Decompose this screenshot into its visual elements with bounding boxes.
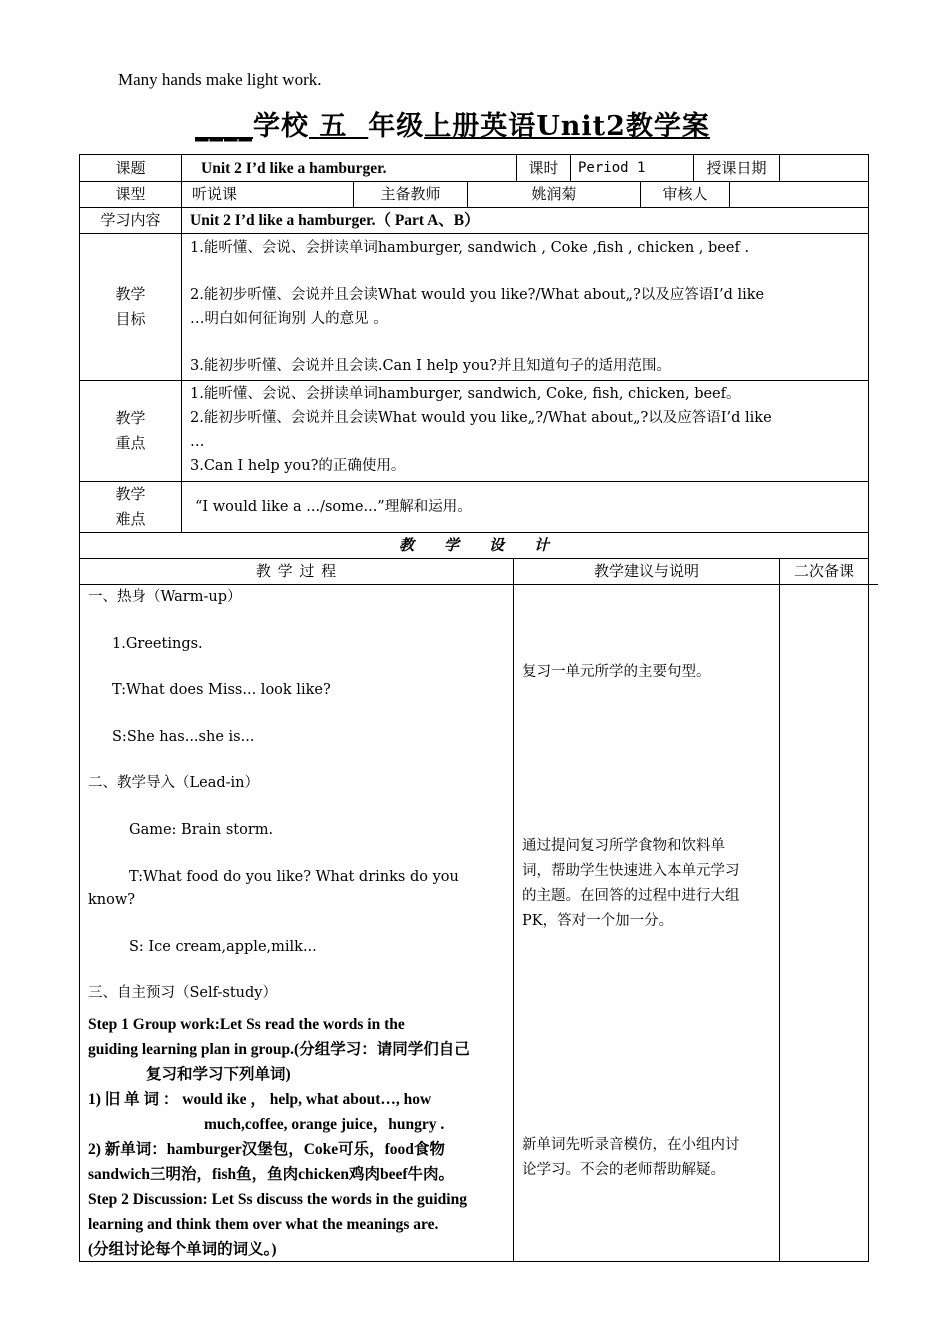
col-notes: 教学建议与说明 (593, 562, 699, 580)
leadin-line-2a: T:What food do you like? What drinks do you (129, 868, 459, 885)
note-3 (522, 1133, 774, 1183)
section-selfstudy-title: 三、自主预习（Self-study） (88, 985, 277, 1002)
key-points-label-2: 重点 (115, 434, 146, 452)
old-words-line-b: much,coffee, orange juice，hungry . (204, 1116, 445, 1133)
step1-line-b: guiding learning plan in group.(分组学习：请同学们自己 (88, 1041, 470, 1058)
content-label: 学习内容 (100, 211, 161, 229)
note-2-line-d: PK，答对一个加一分。 (522, 913, 674, 929)
note-2 (522, 834, 774, 934)
title-grade-label: 年级 (368, 111, 425, 142)
note-3-line-a: 新单词先听录音模仿，在小组内讨 (522, 1137, 740, 1153)
goals-label-1: 教学 (115, 285, 146, 303)
key-point-3: 3.Can I help you?的正确使用。 (190, 458, 406, 474)
note-2-line-c: 的主题。在回答的过程中进行大组 (522, 888, 740, 904)
difficulty-label-1: 教学 (115, 485, 146, 503)
warmup-line-2: T:What does Miss... look like? (112, 682, 331, 699)
key-points-label-1: 教学 (115, 409, 146, 427)
difficulty-label (80, 482, 181, 532)
step2-line-c: (分组讨论每个单词的词义。) (88, 1241, 277, 1258)
section-leadin-title: 二、教学导入（Lead-in） (88, 775, 260, 792)
goals-list (190, 236, 862, 378)
key-point-2b: … (190, 434, 205, 450)
col-process: 教 学 过 程 (255, 562, 338, 580)
new-words-line-a: 2) 新单词：hamburger汉堡包，Coke可乐，food食物 (88, 1141, 445, 1158)
motto: Many hands make light work. (118, 70, 322, 89)
type-label: 课型 (115, 185, 146, 203)
old-words-line-a: 1) 旧 单 词 ： would ike ， help, what about…, how (88, 1091, 432, 1108)
warmup-line-1: 1.Greetings. (112, 635, 203, 652)
title-grade-value: 五 (319, 111, 348, 142)
teacher-label: 主备教师 (380, 185, 441, 203)
title-rest: 上册英语Unit2教学案 (424, 111, 710, 142)
key-points-label (80, 406, 181, 456)
step2-line-a: Step 2 Discussion: Let Ss discuss the words in the guiding (88, 1191, 467, 1208)
note-2-line-b: 词，帮助学生快速进入本单元学习 (522, 863, 740, 879)
step2-line-b: learning and think them over what the meanings are. (88, 1216, 439, 1233)
note-2-line-a: 通过提问复习所学食物和饮料单 (522, 838, 725, 854)
key-point-1: 1.能听懂、会说、会拼读单词hamburger, sandwich, Coke, fish, chicken, beef。 (190, 386, 741, 402)
title-school: 学校 (253, 111, 309, 142)
period-label: 课时 (528, 159, 559, 177)
difficulty-text: “I would like a .../some...”理解和运用。 (195, 499, 472, 515)
content-value: Unit 2 I’d like a hamburger.（ Part A、B） (190, 212, 480, 229)
design-heading: 教 学 设 计 (398, 536, 549, 554)
goal-item-1: 1.能听懂、会说、会拼读单词hamburger, sandwich , Coke ,fish , chicken , beef . (190, 240, 750, 256)
title-blank: ____ (195, 111, 253, 142)
step1-line-a: Step 1 Group work:Let Ss read the words in the (88, 1016, 405, 1033)
key-point-2a: 2.能初步听懂、会说并且会读What would you like„?/What about„?以及应答语I’d like (190, 410, 772, 426)
topic-label: 课题 (115, 159, 146, 177)
step1-line-c: 复习和学习下列单词) (146, 1066, 291, 1083)
leadin-line-2b: know? (88, 892, 136, 909)
topic-value: Unit 2 I’d like a hamburger. (201, 160, 387, 177)
warmup-line-3: S:She has...she is... (112, 728, 255, 745)
selfstudy-steps (88, 1012, 510, 1262)
difficulty-label-2: 难点 (115, 510, 146, 528)
note-1: 复习一单元所学的主要句型。 (522, 664, 711, 680)
goal-item-2a: 2.能初步听懂、会说并且会读What would you like?/What about„?以及应答语I’d like (190, 287, 765, 303)
leadin-line-3: S: Ice cream,apple,milk... (129, 938, 317, 955)
col-second: 二次备课 (793, 562, 854, 580)
goal-item-3: 3.能初步听懂、会说并且会读.Can I help you?并且知道句子的适用范围。 (190, 358, 671, 374)
period-value: Period 1 (578, 160, 646, 176)
type-value: 听说课 (192, 185, 238, 203)
note-3-line-b: 论学习。不会的老师帮助解疑。 (522, 1162, 725, 1178)
process-column (88, 586, 508, 1006)
date-label: 授课日期 (706, 159, 767, 177)
teacher-value: 姚润菊 (531, 185, 577, 203)
reviewer-label: 审核人 (662, 185, 708, 203)
new-words-line-b: sandwich三明治，fish鱼，鱼肉chicken鸡肉beef牛肉。 (88, 1166, 454, 1183)
goals-label (80, 282, 181, 332)
page-title (195, 104, 710, 143)
key-points-list (190, 382, 862, 478)
goals-label-2: 目标 (115, 310, 146, 328)
goal-item-2b: …明白如何征询别 人的意见 。 (190, 311, 388, 327)
leadin-line-1: Game: Brain storm. (129, 821, 274, 838)
section-warmup-title: 一、热身（Warm-up） (88, 589, 242, 605)
